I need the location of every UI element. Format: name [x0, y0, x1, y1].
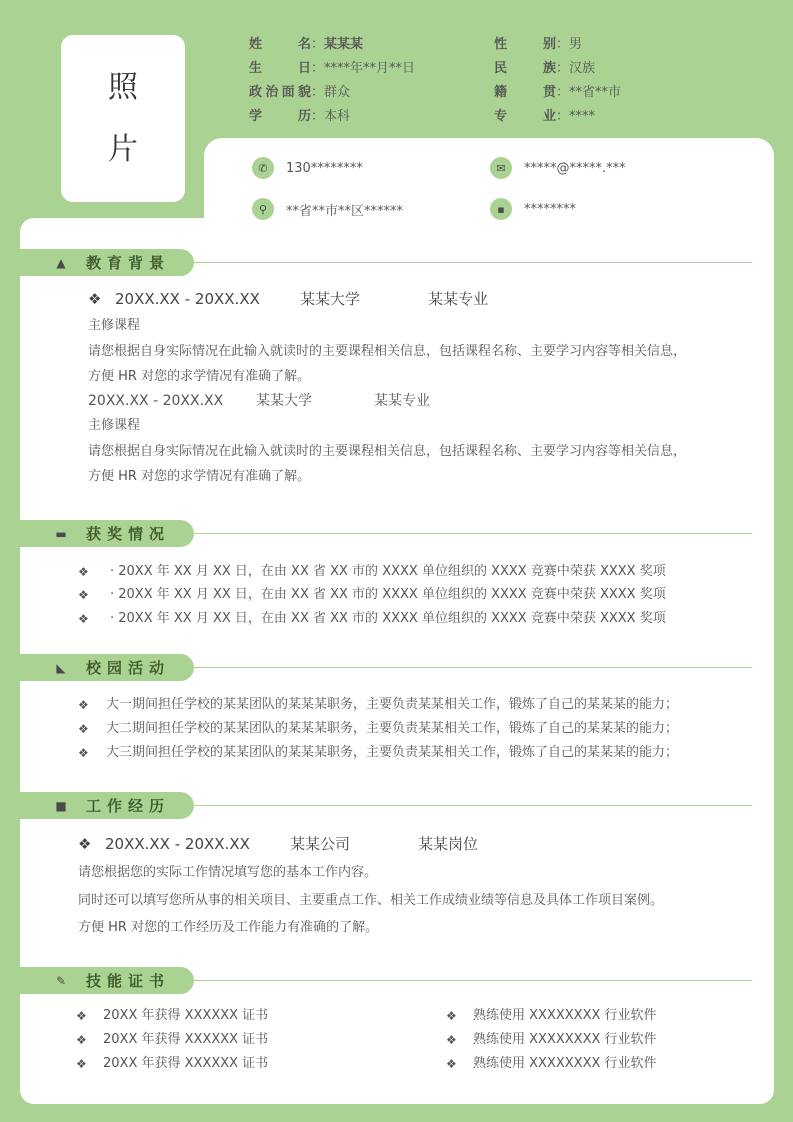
edu-1-course-line-2: 方便 HR 对您的求学情况有准确了解。: [88, 369, 311, 384]
cert-1-bullet: ❖: [76, 1009, 87, 1023]
award-2: · 20XX 年 XX 月 XX 日，在由 XX 省 XX 市的 XXXX 单位组织的 XXXX 竞赛中荣获 XXXX 奖项: [110, 587, 666, 602]
edu-1-course-label: 主修课程: [88, 318, 141, 333]
campus-3: 大三期间担任学校的某某团队的某某某职务，主要负责某某相关工作，锻炼了自己的某某某的能力；: [106, 745, 679, 760]
edu-1-major: 某某专业: [428, 290, 489, 308]
work-line-1: 请您根据您的实际工作情况填写您的基本工作内容。: [78, 865, 378, 880]
pen-note-icon: ✎: [55, 973, 67, 988]
section-skills-header: ✎ 技能证书: [20, 967, 752, 994]
work-position: 某某岗位: [418, 835, 479, 853]
cert-2-bullet: ❖: [76, 1033, 87, 1047]
location-pin-icon: ⚲: [252, 198, 274, 220]
info-gender: 性别：男: [494, 37, 583, 52]
work-period: 20XX.XX - 20XX.XX: [105, 835, 250, 853]
campus-3-bullet: ❖: [78, 746, 89, 760]
cert-3-bullet: ❖: [76, 1057, 87, 1071]
cert-3: 20XX 年获得 XXXXXX 证书: [103, 1056, 269, 1071]
work-company: 某某公司: [290, 835, 351, 853]
work-line-3: 方便 HR 对您的工作经历及工作能力有准确的了解。: [78, 920, 379, 935]
contact-phone[interactable]: ✆ 130********: [252, 157, 363, 179]
award-3-bullet: ❖: [78, 612, 89, 626]
graduation-cap-icon: ▲: [56, 255, 66, 270]
info-birthday: 生日：****年**月**日: [249, 61, 416, 76]
contact-address: ⚲ **省**市**区******: [252, 198, 403, 220]
briefcase-icon: ■: [55, 798, 67, 813]
info-ethnicity: 民族：汉族: [494, 61, 596, 76]
phone-icon: ✆: [252, 157, 274, 179]
photo-placeholder[interactable]: [61, 35, 185, 202]
info-hometown: 籍贯：**省**市: [494, 85, 622, 100]
section-education-header: ▲ 教育背景: [20, 249, 752, 276]
edu-2-period: 20XX.XX - 20XX.XX: [88, 393, 224, 409]
contact-chat[interactable]: ▪ ********: [490, 198, 576, 220]
campus-1: 大一期间担任学校的某某团队的某某某职务，主要负责某某相关工作，锻炼了自己的某某某的能力；: [106, 697, 679, 712]
shoe-icon: ◣: [56, 660, 66, 675]
award-1: · 20XX 年 XX 月 XX 日，在由 XX 省 XX 市的 XXXX 单位组织的 XXXX 竞赛中荣获 XXXX 奖项: [110, 564, 666, 579]
edu-2-major: 某某专业: [374, 393, 430, 409]
software-2-bullet: ❖: [446, 1033, 457, 1047]
edu-1-course-line-1: 请您根据自身实际情况在此输入就读时的主要课程相关信息，包括课程名称、主要学习内容等相关信息，: [88, 344, 687, 359]
edu-2-course-line-2: 方便 HR 对您的求学情况有准确了解。: [88, 469, 311, 484]
info-name: 姓名：某某某: [249, 37, 364, 52]
section-campus-header: ◣ 校园活动: [20, 654, 752, 681]
edu-2-course-label: 主修课程: [88, 418, 141, 433]
campus-2-bullet: ❖: [78, 722, 89, 736]
edu-2-course-line-1: 请您根据自身实际情况在此输入就读时的主要课程相关信息，包括课程名称、主要学习内容等相关信息，: [88, 444, 687, 459]
award-1-bullet: ❖: [78, 565, 89, 579]
info-education: 学历：本科: [249, 109, 351, 124]
info-politics: 政治面貌：群众: [249, 85, 351, 100]
edu-1-bullet: ❖: [88, 290, 102, 308]
software-3-bullet: ❖: [446, 1057, 457, 1071]
edu-1-school: 某某大学: [300, 290, 361, 308]
work-bullet: ❖: [78, 835, 92, 853]
software-3: 熟练使用 XXXXXXXX 行业软件: [473, 1056, 657, 1071]
software-1: 熟练使用 XXXXXXXX 行业软件: [473, 1008, 657, 1023]
info-major: 专业：****: [494, 109, 596, 124]
photo-char-1: 照: [108, 69, 138, 105]
certificate-icon: ▬: [55, 526, 67, 541]
section-work-header: ■ 工作经历: [20, 792, 752, 819]
photo-char-2: 片: [108, 131, 138, 167]
edu-1-period: 20XX.XX - 20XX.XX: [115, 290, 260, 308]
cert-2: 20XX 年获得 XXXXXX 证书: [103, 1032, 269, 1047]
mail-icon: ✉: [490, 157, 512, 179]
campus-2: 大二期间担任学校的某某团队的某某某职务，主要负责某某相关工作，锻炼了自己的某某某的能力；: [106, 721, 679, 736]
software-2: 熟练使用 XXXXXXXX 行业软件: [473, 1032, 657, 1047]
award-2-bullet: ❖: [78, 588, 89, 602]
contact-email[interactable]: ✉ *****@*****.***: [490, 157, 626, 179]
software-1-bullet: ❖: [446, 1009, 457, 1023]
campus-1-bullet: ❖: [78, 698, 89, 712]
work-line-2: 同时还可以填写您所从事的相关项目、主要重点工作、相关工作成绩业绩等信息及具体工作项目案例。: [78, 893, 664, 908]
cert-1: 20XX 年获得 XXXXXX 证书: [103, 1008, 269, 1023]
edu-2-school: 某某大学: [256, 393, 312, 409]
award-3: · 20XX 年 XX 月 XX 日，在由 XX 省 XX 市的 XXXX 单位组织的 XXXX 竞赛中荣获 XXXX 奖项: [110, 611, 666, 626]
chat-bubble-icon: ▪: [490, 198, 512, 220]
section-awards-header: ▬ 获奖情况: [20, 520, 752, 547]
